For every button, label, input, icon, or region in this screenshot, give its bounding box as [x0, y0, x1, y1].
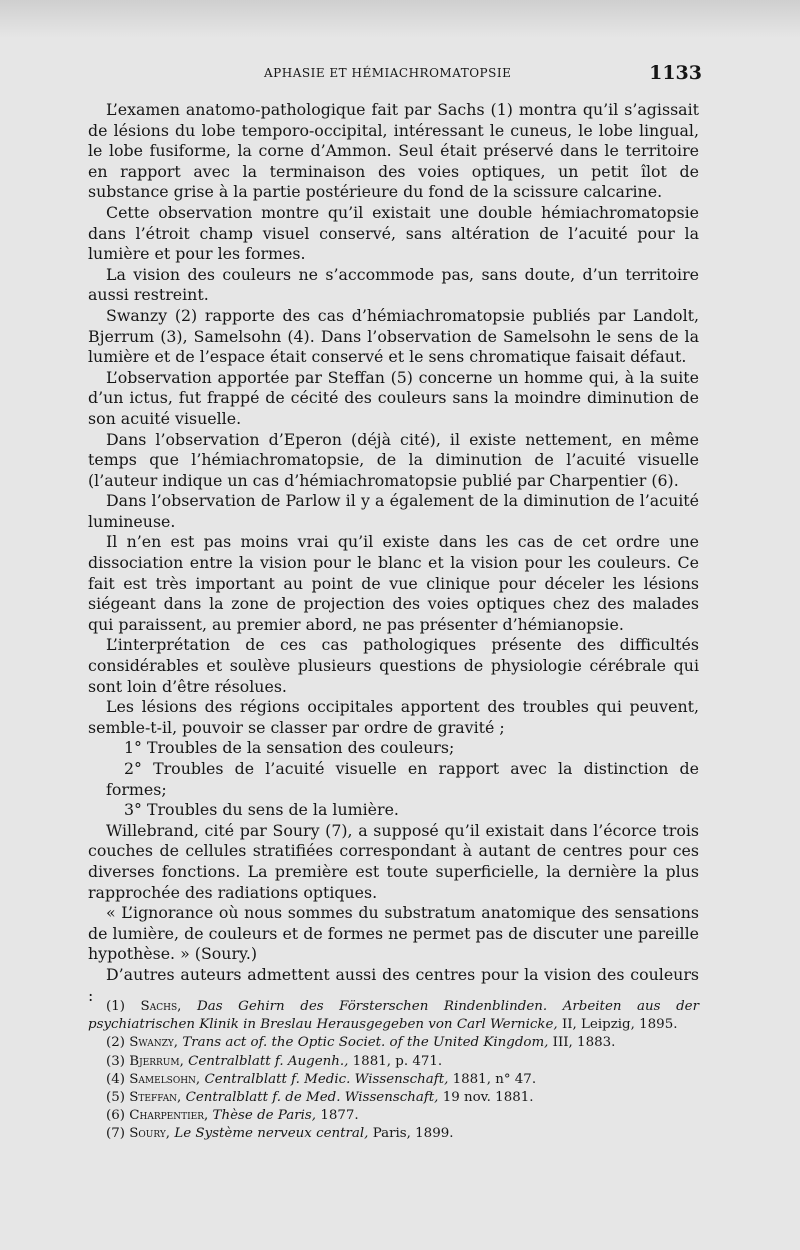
- footnote-author: Samelsohn,: [129, 1071, 201, 1087]
- footnote-author: Charpentier,: [129, 1108, 209, 1124]
- footnote-rest: 1881, n° 47.: [452, 1071, 537, 1087]
- paragraph: L’interprétation de ces cas pathologiques présente des difficultés considérables et soulève plusieurs questions de physiologie cérébrale qui sont loin d’être résolues.: [88, 635, 699, 696]
- footnotes: [88, 998, 699, 1144]
- paragraph: « L’ignorance où nous sommes du substratum anatomique des sensations de lumière, de couleurs et de formes ne permet pas de discuter une pareille hypothèse. » (Soury.): [88, 903, 699, 964]
- paragraph: Swanzy (2) rapporte des cas d’hémiachromatopsie publiés par Landolt, Bjerrum (3), Samelsohn (4). Dans l’observation de Samelsohn le sens de la lumière et de l’espace était conservé et le sens chromatique faisait défaut.: [88, 305, 699, 367]
- list-item: 3° Troubles du sens de la lumière.: [124, 800, 399, 820]
- footnote-rest: 19 nov. 1881.: [442, 1090, 534, 1106]
- body-text: [88, 100, 699, 1006]
- footnote: [88, 1107, 699, 1125]
- footnote-number: (5): [106, 1090, 125, 1106]
- paragraph: Willebrand, cité par Soury (7), a supposé qu’il existait dans l’écorce trois couches de cellules stratifiées correspondant à autant de centres pour ces diverses fonctions. La première est toute superficielle, la dernière la plus rapprochée des radiations optiques.: [88, 820, 699, 902]
- footnote-rest: III, 1883.: [552, 1035, 616, 1051]
- paragraph: L’observation apportée par Steffan (5) concerne un homme qui, à la suite d’un ictus, fut frappé de cécité des couleurs sans la moindre diminution de son acuité visuelle.: [88, 367, 699, 428]
- footnote-title: Centralblatt f. Augenh.,: [188, 1053, 349, 1069]
- list-item: 1° Troubles de la sensation des couleurs;: [124, 738, 455, 758]
- footnote-number: (7): [106, 1126, 125, 1142]
- footnote: [88, 1125, 699, 1143]
- footnote: [88, 1089, 699, 1107]
- footnote-title: Trans act of. the Optic Societ. of the United Kingdom,: [182, 1035, 549, 1051]
- paragraph: Dans l’observation d’Eperon (déjà cité), il existe nettement, en même temps que l’hémiachromatopsie, de la diminution de l’acuité visuelle (l’auteur indique un cas d’hémiachromatopsie publié par Charpentier (6).: [88, 429, 699, 490]
- footnote-rest: II, Leipzig, 1895.: [561, 1017, 678, 1033]
- footnote-number: (4): [106, 1071, 125, 1087]
- footnote-rest: Paris, 1899.: [372, 1126, 454, 1142]
- footnote-number: (2): [106, 1035, 125, 1051]
- running-head: [92, 62, 702, 84]
- page-edge-shadow: [0, 0, 800, 38]
- footnote-author: Bjerrum,: [129, 1053, 184, 1069]
- paragraph: D’autres auteurs admettent aussi des centres pour la vision des couleurs :: [88, 964, 699, 1005]
- footnote-number: (3): [106, 1053, 125, 1069]
- footnote-number: (6): [106, 1108, 125, 1124]
- page-number: 1133: [649, 62, 702, 84]
- footnote: [88, 1034, 699, 1052]
- paragraph: Les lésions des régions occipitales apportent des troubles qui peuvent, semble-t-il, pouvoir se classer par ordre de gravité ;: [88, 697, 699, 737]
- footnote-number: (1): [106, 999, 125, 1014]
- paragraph: Dans l’observation de Parlow il y a également de la diminution de l’acuité lumineuse.: [88, 491, 699, 531]
- footnote: [88, 998, 699, 1034]
- footnote-title: Centralblatt f. Medic. Wissenschaft,: [204, 1071, 449, 1087]
- footnote-author: Steffan,: [129, 1090, 182, 1106]
- footnote-title: Thèse de Paris,: [212, 1108, 317, 1124]
- footnote-rest: 1881, p. 471.: [352, 1053, 443, 1069]
- footnote-author: Sachs,: [140, 999, 182, 1014]
- running-title: APHASIE ET HÉMIACHROMATOPSIE: [264, 66, 512, 80]
- paragraph: La vision des couleurs ne s’accommode pas, sans doute, d’un territoire aussi restreint.: [88, 264, 699, 305]
- footnote-title: Centralblatt f. de Med. Wissenschaft,: [185, 1090, 439, 1106]
- footnote-author: Soury,: [129, 1126, 171, 1142]
- footnote: [88, 1053, 699, 1071]
- footnote-author: Swanzy,: [129, 1035, 179, 1051]
- footnote: [88, 1071, 699, 1089]
- list-item: 2° Troubles de l’acuité visuelle en rapport avec la distinction de formes;: [106, 759, 699, 799]
- paragraph: Il n’en est pas moins vrai qu’il existe dans les cas de cet ordre une dissociation entre la vision pour le blanc et la vision pour les couleurs. Ce fait est très important au point de vue clinique pour déceler les lésions siégeant dans la zone de projection des voies optiques chez des malades qui paraissent, au premier abord, ne pas présenter d’hémianopsie.: [88, 532, 699, 634]
- paragraph: Cette observation montre qu’il existait une double hémiachromatopsie dans l’étroit champ visuel conservé, sans altération de l’acuité pour la lumière et pour les formes.: [88, 202, 699, 264]
- footnote-rest: 1877.: [320, 1108, 359, 1124]
- paragraph: L’examen anatomo-pathologique fait par Sachs (1) montra qu’il s’agissait de lésions du lobe temporo-occipital, intéressant le cuneus, le lobe lingual, le lobe fusiforme, la corne d’Ammon. Seul était préservé dans le territoire en rapport avec la terminaison des voies optiques, un petit îlot de substance grise à la partie postérieure du fond de la scissure calcarine.: [88, 100, 699, 202]
- footnote-title: Das Gehirn des Försterschen Rindenblinden. Arbeiten aus der psychiatrischen Klinik in Breslau Herausgegeben von Carl Wernicke,: [88, 999, 700, 1033]
- footnote-title: Le Système nerveux central,: [174, 1126, 369, 1142]
